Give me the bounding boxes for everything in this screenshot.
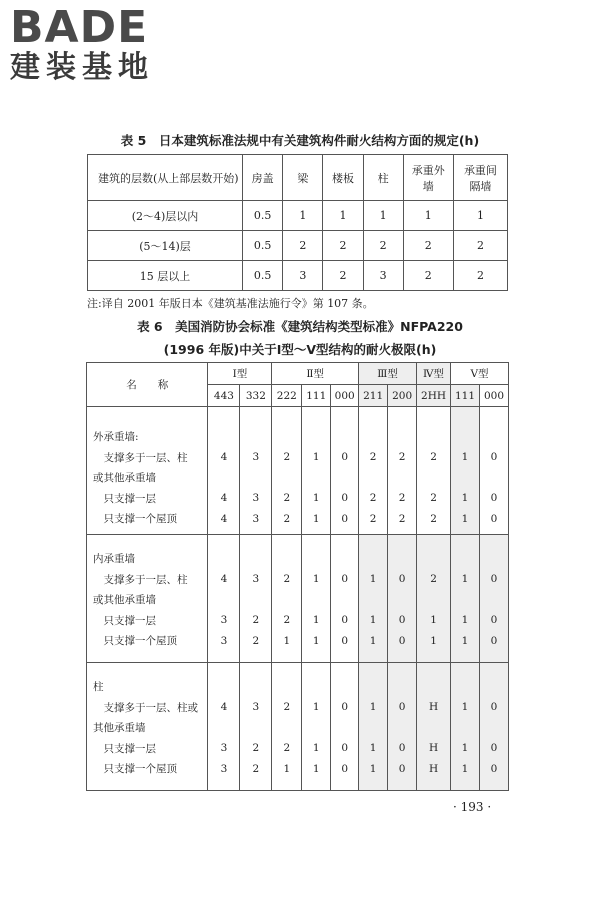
value: 4 [220,492,228,504]
value: 2 [252,742,260,754]
value: 3 [252,573,260,585]
table6-value-cell [272,407,302,535]
table5-cell: 2 [453,231,507,261]
value-gap [359,468,387,489]
value: 0 [341,451,349,463]
table6-value-cell [208,663,240,791]
table6-name-header: 名 称 [87,363,208,407]
value: 0 [490,512,498,525]
value: 0 [341,762,349,775]
table5-header-cell: 楼板 [323,155,363,201]
value: 1 [461,742,469,754]
table6-subtype-cell: 332 [240,385,272,407]
value: 2 [283,614,291,626]
table6-value-cell [302,407,331,535]
group-name-line: 或其他承重墙 [93,472,156,484]
value: 0 [341,701,349,713]
value: 0 [341,742,349,754]
value: 1 [283,634,291,647]
table6-value-cell [417,407,451,535]
group-name-line: 只支撑一层 [93,614,156,627]
value: 0 [490,573,498,585]
value: 0 [398,701,406,713]
table6-caption-line1: 表 6 美国消防协会标准《建筑结构类型标准》NFPA220 [137,319,463,334]
table6-subtype-cell: 211 [359,385,388,407]
table6-type-header: Ⅱ型 [272,363,359,385]
table5-header-row [88,155,508,201]
table5-cell: 0.5 [243,231,283,261]
value: 2 [369,512,377,525]
table5-cell: 1 [283,201,323,231]
value: 0 [490,634,498,647]
table6-type-header: Ⅰ型 [208,363,272,385]
table6-value-cell [359,535,388,663]
value-gap [272,468,301,489]
value: 1 [369,614,377,626]
table5-cell: 2 [323,261,363,291]
table5-cell: 15 层以上 [88,261,243,291]
value: 1 [312,634,320,647]
value: 0 [398,742,406,754]
table6-caption-line2: (1996 年版)中关于Ⅰ型～Ⅴ型结构的耐火极限(h) [163,342,437,357]
value-gap [272,718,301,739]
value: 2 [283,451,291,463]
group-name-line: 只支撑一个屋顶 [93,513,177,525]
value: 1 [461,512,469,525]
table6-value-cell [208,407,240,535]
value: 0 [398,762,406,775]
table6-subtype-cell: 000 [479,385,508,407]
value-gap [417,590,450,611]
value: H [428,762,439,775]
value-gap [480,590,508,611]
table5-cell: 2 [363,231,403,261]
value: 0 [490,492,498,504]
table6-value-cell [208,535,240,663]
value: 0 [490,762,498,775]
table-row [88,261,508,291]
value: 2 [430,492,437,504]
table6-subtype-cell: 2HH [417,385,451,407]
table6-type-header: Ⅴ型 [451,363,509,385]
value: 2 [430,451,437,463]
table5-cell: 0.5 [243,201,283,231]
table6-value-cell [417,663,451,791]
value-gap [480,718,508,739]
table5-header-cell: 柱 [363,155,403,201]
value: 0 [341,614,349,626]
table6-value-cell [359,663,388,791]
table5-cell: 1 [363,201,403,231]
value: 1 [283,762,291,775]
table5-cell: 2 [403,261,453,291]
value: 3 [252,492,260,504]
table6-value-cell [331,535,359,663]
value-gap [417,468,450,489]
value: 1 [312,451,320,463]
value: 0 [490,742,498,754]
value-gap [451,718,479,739]
value: 2 [283,512,291,525]
table6-value-cell [388,407,417,535]
value: 0 [490,451,498,463]
value: 4 [220,451,228,463]
table5-cell: (5～14)层 [88,231,243,261]
table6-value-cell [331,407,359,535]
table6-value-cell [240,407,272,535]
value: 2 [283,492,291,504]
group-name-line: 内承重墙 [93,553,135,565]
value: 1 [461,492,469,504]
table5-cell: 2 [403,231,453,261]
table5-cell: 1 [323,201,363,231]
value: 1 [312,762,320,775]
table5-cell: 1 [403,201,453,231]
value-gap [388,468,416,489]
table6-value-cell [479,535,508,663]
value-gap [208,468,239,489]
value-gap [240,718,271,739]
value: H [428,742,439,754]
group-name-line: 支撑多于一层、柱 [93,573,188,586]
value: 2 [430,573,437,585]
table5-header-cell: 梁 [283,155,323,201]
value: 1 [312,512,320,525]
table6-value-cell [417,535,451,663]
value: 1 [369,762,377,775]
value: 4 [220,573,228,585]
value: 0 [398,634,406,647]
value: 3 [252,701,260,713]
value-gap [451,590,479,611]
value: 0 [341,573,349,585]
group-name-line: 柱 [93,681,104,693]
value: 1 [369,573,377,585]
value-gap [331,590,358,611]
page-number: · 193 · [453,800,492,814]
table5-cell: 2 [453,261,507,291]
value: 4 [220,701,228,713]
table6-subtype-cell: 200 [388,385,417,407]
table6-value-cell [451,535,480,663]
value: 2 [369,492,377,504]
bade-logo [10,2,180,90]
value-gap [331,718,358,739]
value: 2 [283,701,291,713]
table6-group-row [87,535,509,663]
table5-header-cell: 房盖 [243,155,283,201]
table-row [88,201,508,231]
value: 3 [220,762,228,775]
group-name-line: 只支撑一个屋顶 [93,763,177,775]
table6-value-cell [240,663,272,791]
value: 3 [252,512,260,525]
value-gap [359,590,387,611]
value: 0 [341,634,349,647]
value: 1 [461,634,469,647]
table6-subtype-cell: 000 [331,385,359,407]
table5-cell: 2 [283,231,323,261]
value-gap [240,590,271,611]
value: 1 [461,451,469,463]
logo-subtitle: 建装基地 [10,50,154,85]
value: 0 [490,614,498,626]
value: 3 [220,634,228,647]
table6-subtype-cell: 111 [451,385,480,407]
value-gap [272,590,301,611]
table6-subtype-cell: 222 [272,385,302,407]
table5-header-cell: 建筑的层数(从上部层数开始) [88,155,243,201]
table6 [86,362,509,791]
value-gap [302,718,330,739]
table6-value-cell [388,663,417,791]
table6-value-cell [272,535,302,663]
table6-group-name [87,663,208,791]
table5-caption: 表 5 日本建筑标准法规中有关建筑构件耐火结构方面的规定(h) [120,133,480,148]
value: 0 [490,701,498,713]
value: 2 [398,492,406,504]
value: 2 [430,512,437,525]
value: 1 [369,701,377,713]
value: 2 [283,742,291,754]
table5 [87,154,508,291]
value: 1 [312,492,320,504]
table6-type-header: Ⅳ型 [417,363,451,385]
table5-cell: (2～4)层以内 [88,201,243,231]
value-gap [302,468,330,489]
table6-value-cell [388,535,417,663]
table5-cell: 3 [363,261,403,291]
table6-value-cell [302,663,331,791]
value: 1 [461,762,469,775]
value: 1 [312,573,320,585]
value: 0 [341,512,349,525]
table6-subtype-cell: 111 [302,385,331,407]
value: 2 [398,512,406,525]
logo-wordmark: BADE [10,2,149,53]
value: 1 [369,634,377,647]
value: 1 [312,701,320,713]
value: 2 [398,451,406,463]
table6-value-cell [359,407,388,535]
value: 2 [252,762,260,775]
group-name-line: 支撑多于一层、柱 [93,451,188,464]
value: 1 [461,614,469,626]
table6-value-cell [479,663,508,791]
table6-group-row [87,663,509,791]
value: H [428,701,439,713]
table6-value-cell [451,407,480,535]
value-gap [331,468,358,489]
value: 1 [461,573,469,585]
value: 0 [398,614,406,626]
value: 0 [398,573,406,585]
value-gap [208,718,239,739]
group-name-line: 其他承重墙 [93,722,146,734]
table6-value-cell [479,407,508,535]
value: 1 [369,742,377,754]
table5-cell: 2 [323,231,363,261]
table5-header-cell: 承重间隔墙 [453,155,507,201]
table5-cell: 1 [453,201,507,231]
value: 3 [220,742,228,754]
value: 1 [430,634,437,647]
value-gap [208,590,239,611]
group-name-line: 支撑多于一层、柱或 [93,701,198,714]
table-row [88,231,508,261]
value-gap [359,718,387,739]
value: 3 [220,614,228,626]
value: 2 [369,451,377,463]
table6-value-cell [272,663,302,791]
value-gap [388,590,416,611]
table5-header-cell: 承重外墙 [403,155,453,201]
value-gap [240,468,271,489]
table6-value-cell [302,535,331,663]
value-gap [417,718,450,739]
value: 0 [341,492,349,504]
value-gap [480,468,508,489]
value: 3 [252,451,260,463]
group-name-line: 只支撑一层 [93,742,156,755]
table6-type-row [87,363,509,385]
value: 1 [312,614,320,626]
value-gap [388,718,416,739]
table5-cell: 3 [283,261,323,291]
table6-value-cell [451,663,480,791]
group-name-line: 只支撑一个屋顶 [93,635,177,647]
group-name-line: 外承重墙: [93,431,139,443]
table6-group-row [87,407,509,535]
value: 2 [252,634,260,647]
value: 2 [283,573,291,585]
value: 1 [430,614,437,626]
value-gap [451,468,479,489]
group-name-line: 或其他承重墙 [93,594,156,606]
table6-subtype-cell: 443 [208,385,240,407]
table6-value-cell [240,535,272,663]
value-gap [302,590,330,611]
group-name-line: 只支撑一层 [93,492,156,505]
value: 4 [220,512,228,525]
table6-type-header: Ⅲ型 [359,363,417,385]
table5-note: 注:译自 2001 年版日本《建筑基准法施行令》第 107 条。 [87,297,374,310]
value: 1 [312,742,320,754]
value: 1 [461,701,469,713]
table6-group-name [87,535,208,663]
table6-group-name [87,407,208,535]
table5-cell: 0.5 [243,261,283,291]
value: 2 [252,614,260,626]
table6-value-cell [331,663,359,791]
